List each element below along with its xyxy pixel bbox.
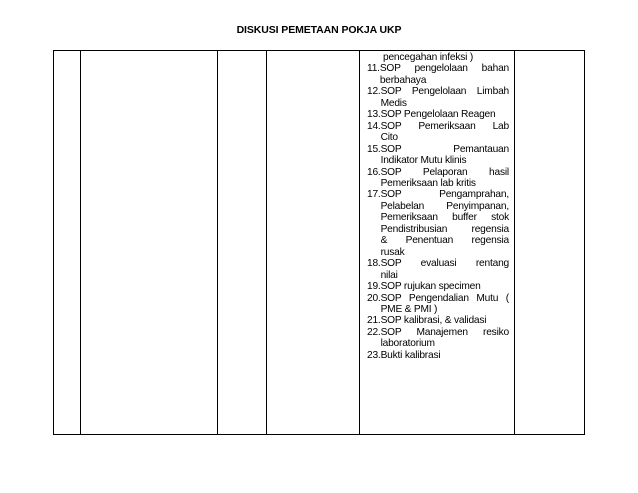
- list-item-line: nilai: [380, 269, 398, 281]
- list-item-line: & Penentuan regensia: [380, 235, 509, 247]
- list-item: [367, 86, 509, 109]
- list-item: [367, 121, 509, 144]
- list-item-text: [381, 293, 509, 316]
- list-item-line: SOP Pelaporan hasil: [380, 166, 509, 178]
- table-cell-element: [81, 51, 218, 435]
- list-item-text: [381, 281, 509, 292]
- list-item-text: [381, 86, 509, 109]
- list-item-text: [381, 109, 509, 120]
- list-item: [367, 109, 509, 120]
- list-item-text: [381, 189, 509, 258]
- list-item: [367, 167, 509, 190]
- page-title: DISKUSI PEMETAAN POKJA UKP: [236, 24, 402, 36]
- list-item: [367, 144, 509, 167]
- list-item-text: [381, 327, 509, 350]
- list-item-line: SOP Manajemen resiko: [380, 326, 509, 338]
- list-item-line: SOP Pemeriksaan Lab: [380, 120, 509, 132]
- list-item: [367, 327, 509, 350]
- list-item-line: SOP evaluasi rentang: [380, 258, 509, 270]
- continued-text: pencegahan infeksi ): [383, 52, 474, 63]
- table-cell-documents: [360, 51, 515, 435]
- list-item-text: [381, 258, 509, 281]
- list-item: [367, 293, 509, 316]
- table-cell-number: [54, 51, 81, 435]
- list-item-line: SOP Pengendalian Mutu (: [380, 292, 509, 304]
- list-item-number: 18.: [367, 258, 381, 270]
- list-item-line: Pelabelan Penyimpanan,: [380, 200, 509, 212]
- list-item: [367, 281, 509, 292]
- list-item-text: [381, 350, 509, 361]
- table-cell-notes: [515, 51, 585, 435]
- list-item-number: 15.: [367, 143, 381, 155]
- list-item-line: Bukti kalibrasi: [380, 349, 441, 361]
- list-item-line: SOP Pemantauan: [380, 143, 509, 155]
- list-item-text: [380, 63, 509, 86]
- mapping-table: [53, 50, 585, 435]
- list-item-line: PME & PMI ): [380, 303, 438, 315]
- list-item-line: Pendistribusian regensia: [380, 223, 509, 235]
- list-item-text: [381, 167, 509, 190]
- list-item-number: 21.: [367, 315, 381, 327]
- list-item: [367, 189, 509, 258]
- list-item-number: 23.: [367, 349, 381, 361]
- list-item-number: 13.: [367, 109, 381, 121]
- list-item: [367, 315, 509, 326]
- list-item-number: 19.: [367, 281, 381, 293]
- list-item-number: 12.: [367, 86, 381, 98]
- list-item-number: 14.: [367, 120, 381, 132]
- list-item-number: 22.: [367, 326, 381, 338]
- list-item: [367, 63, 509, 86]
- list-item-line: SOP Pengelolaan Reagen: [380, 109, 496, 121]
- list-item-line: SOP kalibrasi, & validasi: [380, 315, 487, 327]
- table-cell-facts: [267, 51, 360, 435]
- list-item-line: Cito: [380, 132, 398, 144]
- list-item-number: 11.: [367, 63, 380, 75]
- list-item-number: 20.: [367, 292, 381, 304]
- list-item-line: laboratorium: [380, 338, 435, 350]
- list-item-line: SOP Pengamprahan,: [380, 189, 509, 201]
- list-item-line: SOP rujukan specimen: [380, 281, 481, 293]
- list-item-line: SOP Pengelolaan Limbah: [380, 86, 509, 98]
- list-item-line: Indikator Mutu klinis: [380, 155, 467, 167]
- document-list: [360, 51, 514, 361]
- list-item-text: [381, 315, 509, 326]
- list-item-line: Medis: [380, 97, 407, 109]
- list-item: [367, 258, 509, 281]
- list-item-text: [381, 121, 509, 144]
- list-item-text: [381, 144, 509, 167]
- list-item-line: SOP pengelolaan bahan: [379, 63, 509, 75]
- list-item-line: berbahaya: [379, 74, 427, 86]
- list-item: [367, 350, 509, 361]
- list-item-number: 16.: [367, 166, 381, 178]
- list-item-number: 17.: [367, 189, 381, 201]
- list-item-line: rusak: [380, 246, 405, 258]
- list-item-line: Pemeriksaan buffer stok: [380, 212, 509, 224]
- table-cell-score: [218, 51, 267, 435]
- list-item-line: Pemeriksaan lab kritis: [380, 177, 476, 189]
